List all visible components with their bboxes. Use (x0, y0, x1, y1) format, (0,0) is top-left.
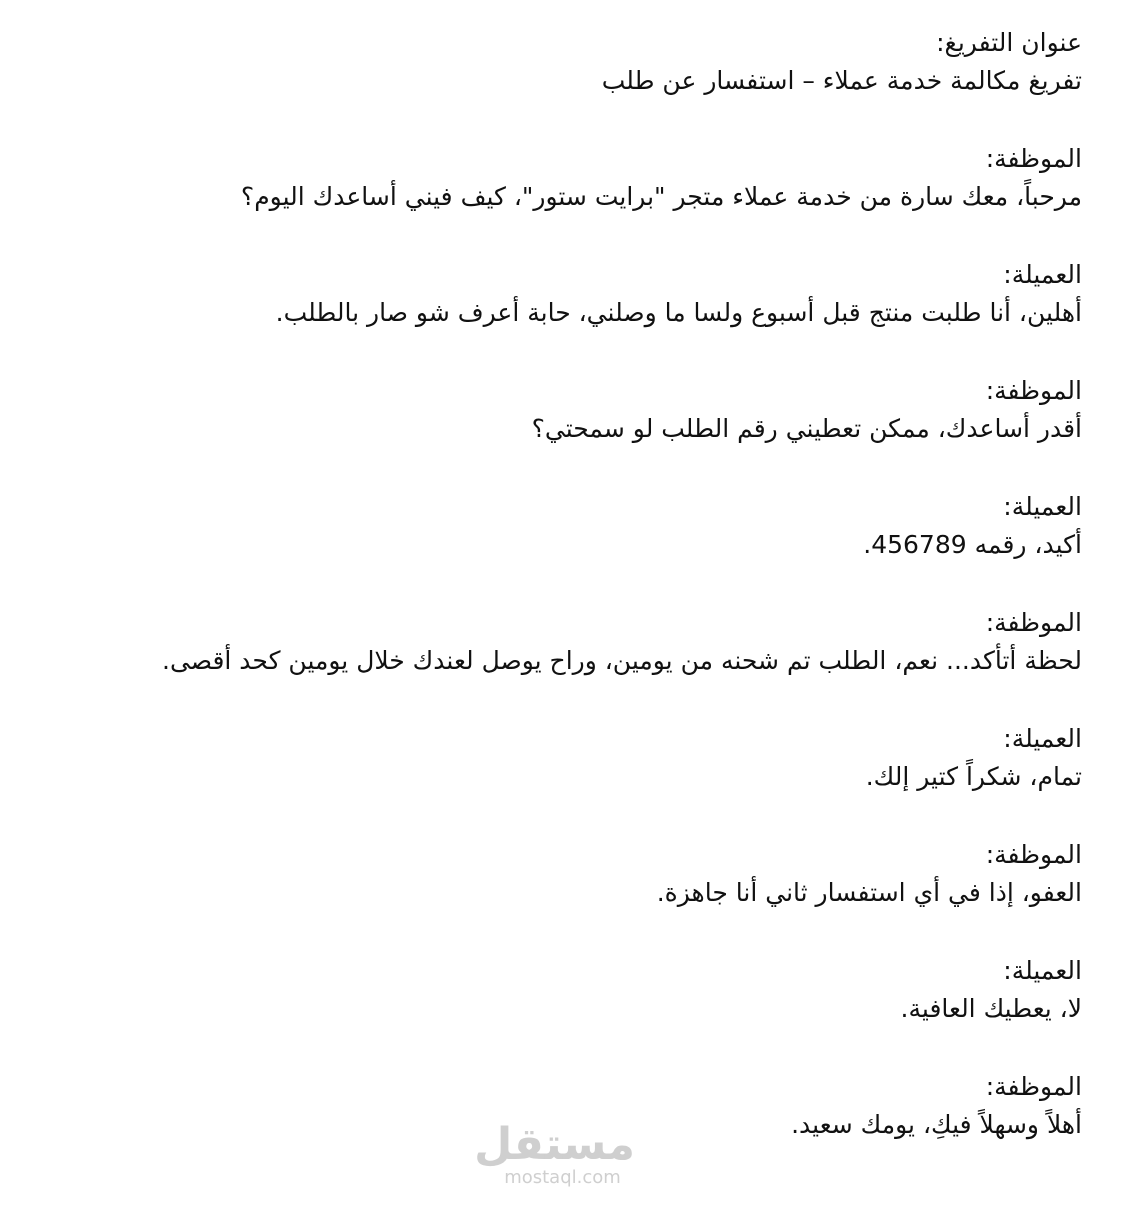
dialogue-block (22, 488, 1082, 564)
dialogue-block (22, 604, 1082, 680)
speaker-label: الموظفة: (985, 1072, 1082, 1101)
dialogue-text: تمام، شكراً كتير إلك. (865, 762, 1082, 791)
dialogue-block (22, 952, 1082, 1028)
title-block (22, 24, 1082, 100)
speaker-label: الموظفة: (985, 608, 1082, 637)
speaker-label: العميلة: (1003, 492, 1082, 521)
dialogue-block (22, 256, 1082, 332)
speaker-label: الموظفة: (985, 376, 1082, 405)
dialogue-block (22, 372, 1082, 448)
dialogue-text: لا، يعطيك العافية. (900, 994, 1082, 1023)
dialogue-text: أكيد، رقمه 456789. (863, 530, 1082, 559)
speaker-label: الموظفة: (985, 840, 1082, 869)
dialogue-text: العفو، إذا في أي استفسار ثاني أنا جاهزة. (656, 878, 1082, 907)
transcript-document (22, 24, 1082, 1184)
dialogue-text: مرحباً، معك سارة من خدمة عملاء متجر "برايت ستور"، كيف فيني أساعدك اليوم؟ (240, 182, 1082, 211)
watermark-logo: مستقل (474, 1119, 635, 1170)
dialogue-text: أقدر أساعدك، ممكن تعطيني رقم الطلب لو سمحتي؟ (531, 414, 1082, 443)
mostaql-watermark (474, 1119, 635, 1188)
dialogue-text: أهلين، أنا طلبت منتج قبل أسبوع ولسا ما وصلني، حابة أعرف شو صار بالطلب. (275, 298, 1082, 327)
speaker-label: الموظفة: (985, 144, 1082, 173)
watermark-url: mostaql.com (504, 1167, 621, 1188)
dialogue-block (22, 836, 1082, 912)
dialogue-text: أهلاً وسهلاً فيكِ، يومك سعيد. (791, 1110, 1082, 1139)
speaker-label: العميلة: (1003, 260, 1082, 289)
document-title: تفريغ مكالمة خدمة عملاء – استفسار عن طلب (601, 66, 1082, 95)
dialogue-text: لحظة أتأكد... نعم، الطلب تم شحنه من يومين، وراح يوصل لعندك خلال يومين كحد أقصى. (162, 646, 1082, 675)
dialogue-block (22, 140, 1082, 216)
dialogue-block (22, 720, 1082, 796)
block-label: عنوان التفريغ: (936, 28, 1082, 57)
speaker-label: العميلة: (1003, 724, 1082, 753)
speaker-label: العميلة: (1003, 956, 1082, 985)
